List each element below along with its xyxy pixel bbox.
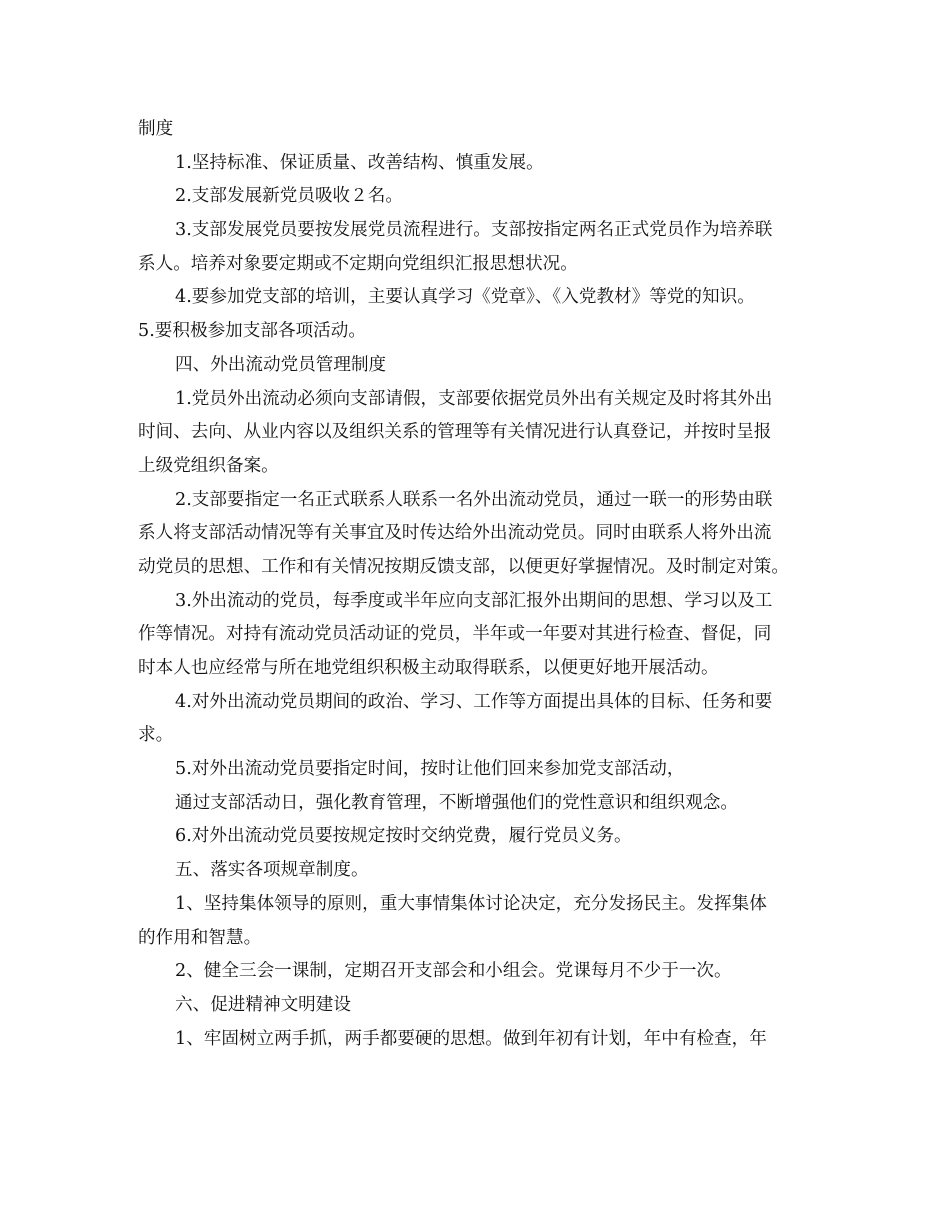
section-heading: 四、外出流动党员管理制度 — [175, 354, 387, 375]
text-line: 4.对外出流动党员期间的政治、学习、工作等方面提出具体的目标、任务和要 — [175, 691, 773, 712]
text-line: 系人。培养对象要定期或不定期向党组织汇报思想状况。 — [138, 253, 578, 274]
text-line: 通过支部活动日，强化教育管理，不断增强他们的党性意识和组织观念。 — [175, 792, 739, 813]
document-body — [138, 113, 828, 1056]
text-line: 2.支部发展新党员吸收２名。 — [175, 186, 403, 207]
text-line: 5.要积极参加支部各项活动。 — [138, 321, 366, 342]
text-line: 制度 — [138, 119, 174, 139]
text-line: 求。 — [138, 725, 174, 746]
text-line: 系人将支部活动情况等有关事宜及时传达给外出流动党员。同时由联系人将外出流 — [138, 523, 772, 544]
section-heading: 五、落实各项规章制度。 — [175, 860, 369, 881]
text-line: 时本人也应经常与所在地党组织积极主动取得联系，以便更好地开展活动。 — [138, 658, 719, 678]
text-line: 1.党员外出流动必须向支部请假，支部要依据党员外出有关规定及时将其外出 — [175, 388, 773, 409]
text-line: 2、健全三会一课制，定期召开支部会和小组会。党课每月不少于一次。 — [175, 961, 732, 982]
text-line: 1.坚持标准、保证质量、改善结构、慎重发展。 — [175, 152, 544, 173]
text-line: 5.对外出流动党员要指定时间，按时让他们回来参加党支部活动， — [175, 759, 685, 780]
text-line: 的作用和智慧。 — [138, 927, 262, 948]
text-line: 1、坚持集体领导的原则，重大事情集体讨论决定，充分发扬民主。发挥集体 — [175, 893, 767, 914]
text-line: 动党员的思想、工作和有关情况按期反馈支部，以便更好掌握情况。及时制定对策。 — [138, 556, 789, 577]
text-line: 6.对外出流动党员要按规定按时交纳党费，履行党员义务。 — [175, 826, 632, 847]
text-line: 3.外出流动的党员，每季度或半年应向支部汇报外出期间的思想、学习以及工 — [175, 590, 773, 611]
text-line: 上级党组织备案。 — [138, 455, 279, 476]
text-line: 时间、去向、从业内容以及组织关系的管理等有关情况进行认真登记，并按时呈报 — [138, 422, 772, 443]
text-line: 作等情况。对持有流动党员活动证的党员，半年或一年要对其进行检查、督促，同 — [138, 624, 772, 645]
text-line: 3.支部发展党员要按发展党员流程进行。支部按指定两名正式党员作为培养联 — [175, 220, 773, 241]
text-line: 4.要参加党支部的培训，主要认真学习《党章》、《入党教材》等党的知识。 — [175, 287, 755, 308]
text-line: 2.支部要指定一名正式联系人联系一名外出流动党员，通过一联一的形势由联 — [175, 489, 773, 510]
text-line: 1、牢固树立两手抓，两手都要硬的思想。做到年初有计划，年中有检查，年 — [175, 1028, 767, 1049]
section-heading: 六、促进精神文明建设 — [175, 994, 351, 1015]
